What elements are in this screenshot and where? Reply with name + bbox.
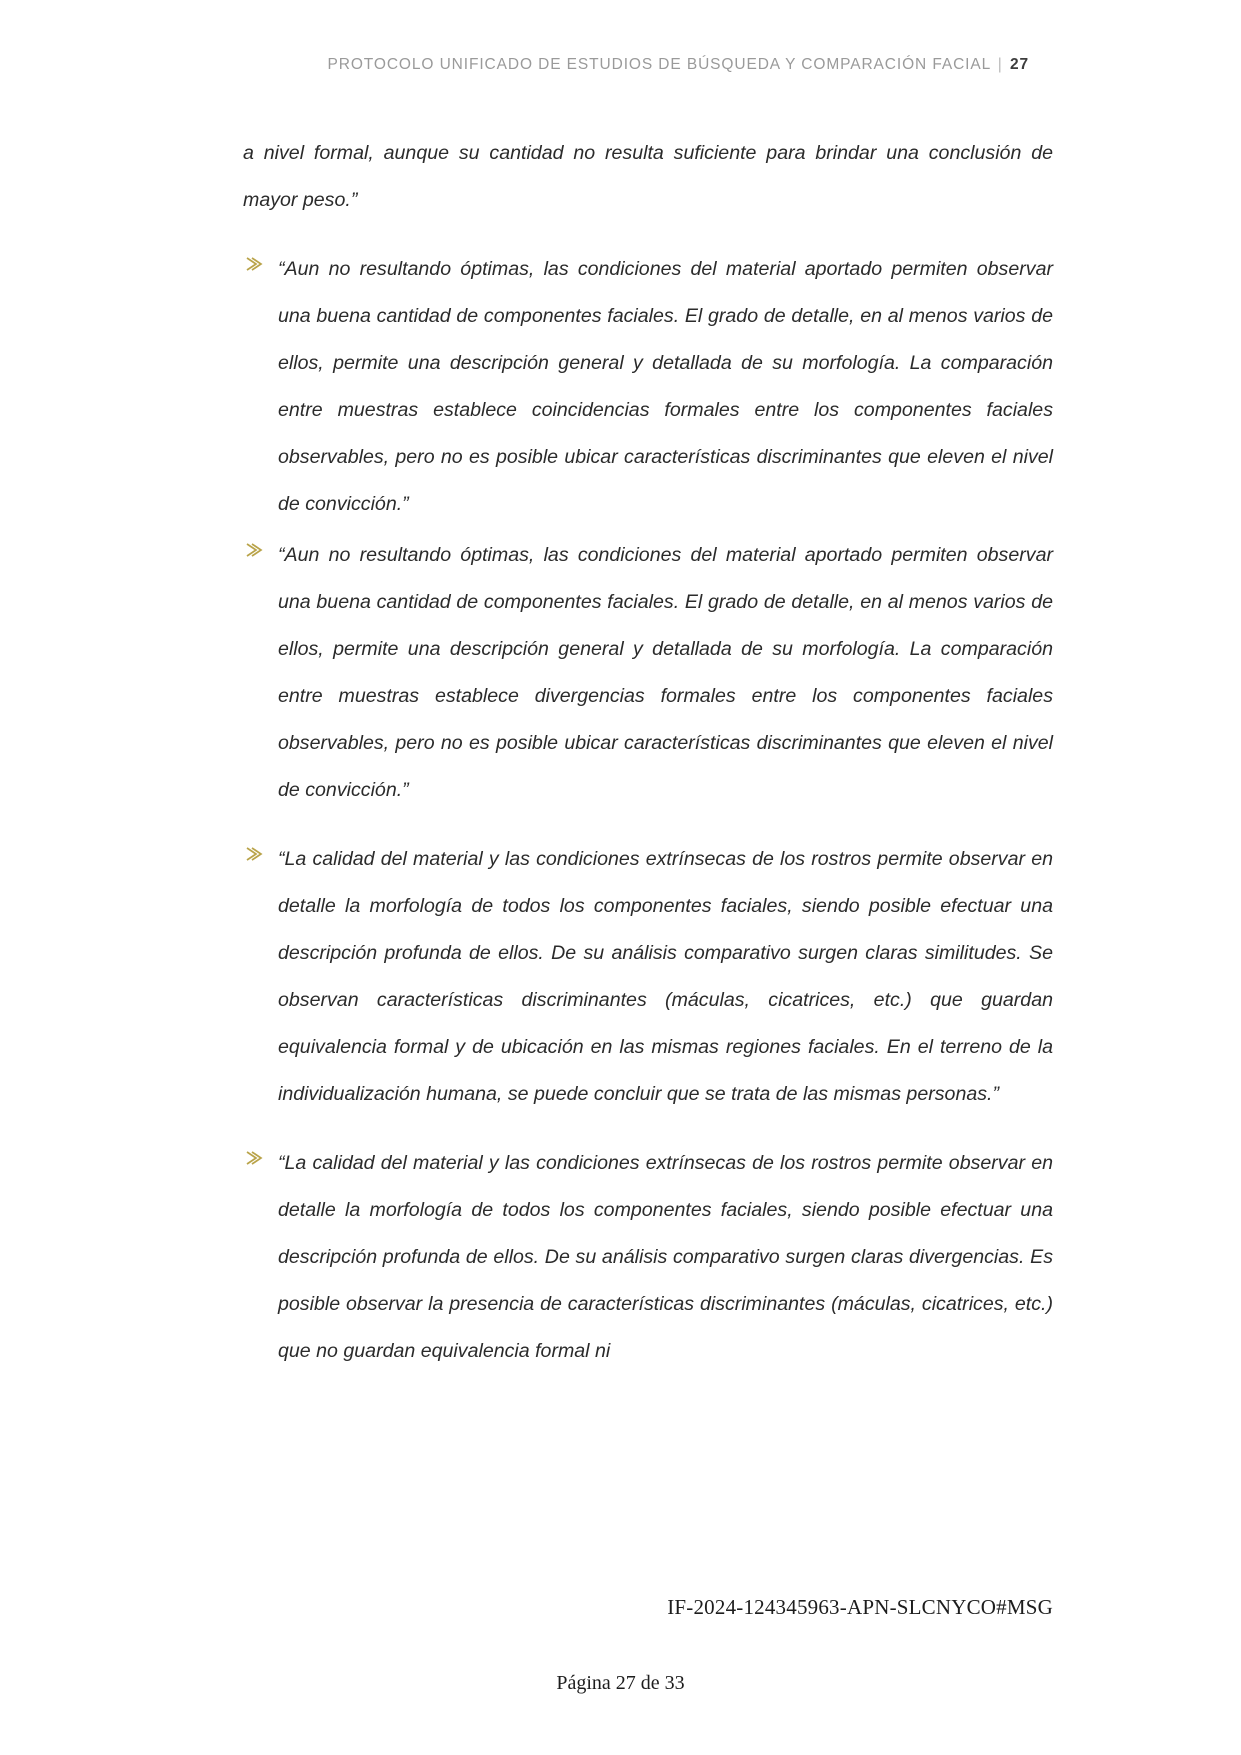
arrow-bullet-icon [243, 843, 265, 865]
header-title: PROTOCOLO UNIFICADO DE ESTUDIOS DE BÚSQUEDA Y COMPARACIÓN FACIAL [327, 56, 991, 73]
list-item-text: “Aun no resultando óptimas, las condiciones del material aportado permiten observar una buena cantidad de componentes faciales. El grado de detalle, en al menos varios de ellos, permite una descripción general y detallada de su morfología. La comparación entre muestras establece divergencias formales entre los componentes faciales observables, pero no es posible ubicar características discriminantes que eleven el nivel de convicción.” [278, 544, 1053, 801]
list-item-text: “Aun no resultando óptimas, las condiciones del material aportado permiten observar una buena cantidad de componentes faciales. El grado de detalle, en al menos varios de ellos, permite una descripción general y detallada de su morfología. La comparación entre muestras establece coincidencias formales entre los componentes faciales observables, pero no es posible ubicar características discriminantes que eleven el nivel de convicción.” [278, 258, 1053, 515]
page-footer-label: Página 27 de 33 [556, 1672, 685, 1694]
arrow-bullet-icon [243, 1147, 265, 1169]
list-item [243, 532, 1053, 814]
list-item [243, 246, 1053, 528]
header-page-number: 27 [1009, 56, 1029, 73]
page-header [0, 56, 1241, 74]
list-item-text: “La calidad del material y las condiciones extrínsecas de los rostros permite observar en detalle la morfología de todos los componentes faciales, siendo posible efectuar una descripción profunda de ellos. De su análisis comparativo surgen claras similitudes. Se observan características discriminantes (máculas, cicatrices, etc.) que guardan equivalencia formal y de ubicación en las mismas regiones faciales. En el terreno de la individualización humana, se puede concluir que se trata de las mismas personas.” [278, 848, 1053, 1105]
list-item [243, 836, 1053, 1118]
list-item [243, 1140, 1053, 1375]
arrow-bullet-icon [243, 253, 265, 275]
arrow-bullet-icon [243, 539, 265, 561]
list-item-text: “La calidad del material y las condiciones extrínsecas de los rostros permite observar en detalle la morfología de todos los componentes faciales, siendo posible efectuar una descripción profunda de ellos. De su análisis comparativo surgen claras divergencias. Es posible observar la presencia de características discriminantes (máculas, cicatrices, etc.) que no guardan equivalencia formal ni [278, 1152, 1053, 1362]
document-body [243, 130, 1053, 1397]
header-separator: | [997, 56, 1003, 73]
document-code: IF-2024-124345963-APN-SLCNYCO#MSG [667, 1595, 1053, 1619]
continuation-paragraph: a nivel formal, aunque su cantidad no resulta suficiente para brindar una conclusión de mayor peso.” [243, 142, 1053, 211]
